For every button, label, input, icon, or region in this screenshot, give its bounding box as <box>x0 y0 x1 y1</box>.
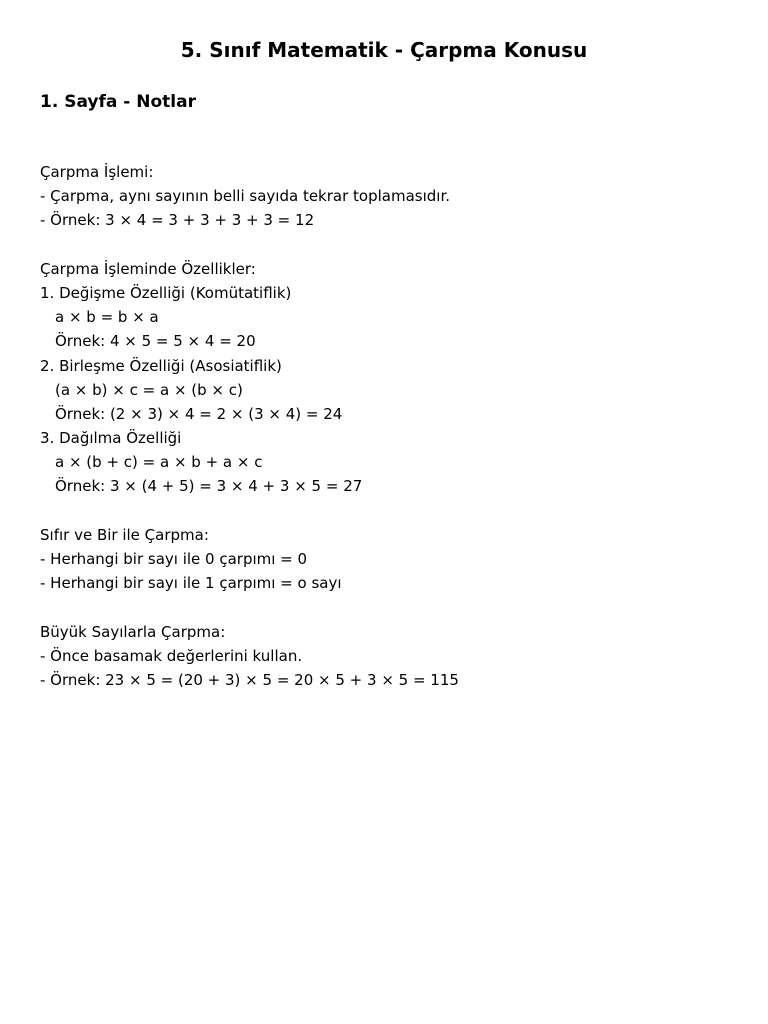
note-line-indented: Örnek: 4 × 5 = 5 × 4 = 20 <box>55 332 256 351</box>
section-heading-properties: Çarpma İşleminde Özellikler: <box>40 259 256 278</box>
blank-line <box>40 499 740 523</box>
note-line: - Herhangi bir sayı ile 1 çarpımı = o sayı <box>40 574 342 593</box>
note-line: - Örnek: 23 × 5 = (20 + 3) × 5 = 20 × 5 + 3 × 5 = 115 <box>40 670 459 689</box>
note-line-indented: Örnek: 3 × (4 + 5) = 3 × 4 + 3 × 5 = 27 <box>55 477 363 496</box>
section-heading-zero-one: Sıfır ve Bir ile Çarpma: <box>40 525 209 544</box>
blank-line <box>40 595 740 619</box>
note-line-indented: (a × b) × c = a × (b × c) <box>55 380 243 399</box>
document-title: 5. Sınıf Matematik - Çarpma Konusu <box>180 38 588 62</box>
note-line: - Önce basamak değerlerini kullan. <box>40 646 303 665</box>
blank-line <box>40 233 740 257</box>
page-heading: 1. Sayfa - Notlar <box>40 92 196 112</box>
note-line: 2. Birleşme Özelliği (Asosiatiflik) <box>40 356 282 375</box>
note-line: 1. Değişme Özelliği (Komütatiflik) <box>40 283 292 302</box>
note-line: - Örnek: 3 × 4 = 3 + 3 + 3 + 3 = 12 <box>40 211 315 230</box>
note-line: 3. Dağılma Özelliği <box>40 429 182 448</box>
note-line: - Herhangi bir sayı ile 0 çarpımı = 0 <box>40 550 308 568</box>
section-heading-multiplication: Çarpma İşlemi: <box>40 163 154 181</box>
note-line-indented: a × (b + c) = a × b + a × c <box>55 453 263 472</box>
note-line-indented: a × b = b × a <box>55 308 159 327</box>
notes-content <box>40 160 740 692</box>
note-line: - Çarpma, aynı sayının belli sayıda tekrar toplamasıdır. <box>40 187 451 206</box>
note-line-indented: Örnek: (2 × 3) × 4 = 2 × (3 × 4) = 24 <box>55 404 343 423</box>
section-heading-large-numbers: Büyük Sayılarla Çarpma: <box>40 622 226 641</box>
